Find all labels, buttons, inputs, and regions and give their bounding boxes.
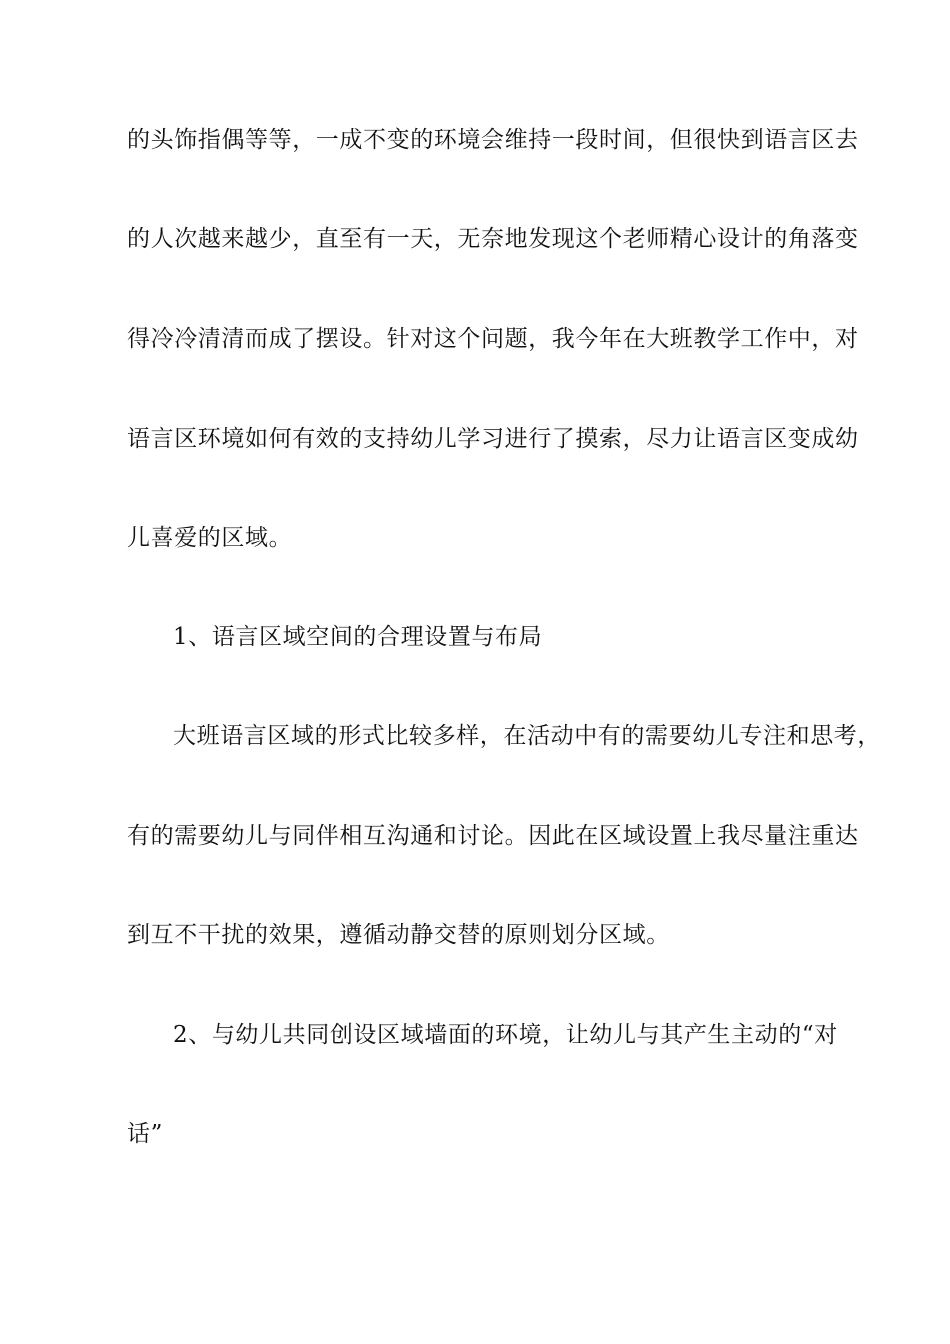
section-heading-1: 1、语言区域空间的合理设置与布局	[173, 624, 543, 650]
section-heading-2-continued: 话”	[127, 1121, 163, 1147]
paragraph-line: 的人次越来越少，直至有一天，无奈地发现这个老师精心设计的角落变	[127, 226, 859, 252]
section-heading-2: 2、与幼儿共同创设区域墙面的环境，让幼儿与其产生主动的“对	[173, 1022, 838, 1048]
paragraph-line: 到互不干扰的效果，遵循动静交替的原则划分区域。	[127, 922, 670, 948]
paragraph-line: 有的需要幼儿与同伴相互沟通和讨论。因此在区域设置上我尽量注重达	[127, 823, 859, 849]
paragraph-line: 语言区环境如何有效的支持幼儿学习进行了摸索，尽力让语言区变成幼	[127, 426, 859, 452]
paragraph-line: 儿喜爱的区域。	[127, 525, 293, 551]
paragraph-line: 得冷冷清清而成了摆设。针对这个问题，我今年在大班教学工作中，对	[127, 326, 859, 352]
paragraph-line: 大班语言区域的形式比较多样，在活动中有的需要幼儿专注和思考，	[173, 723, 881, 749]
paragraph-line: 的头饰指偶等等，一成不变的环境会维持一段时间，但很快到语言区去	[127, 127, 859, 153]
